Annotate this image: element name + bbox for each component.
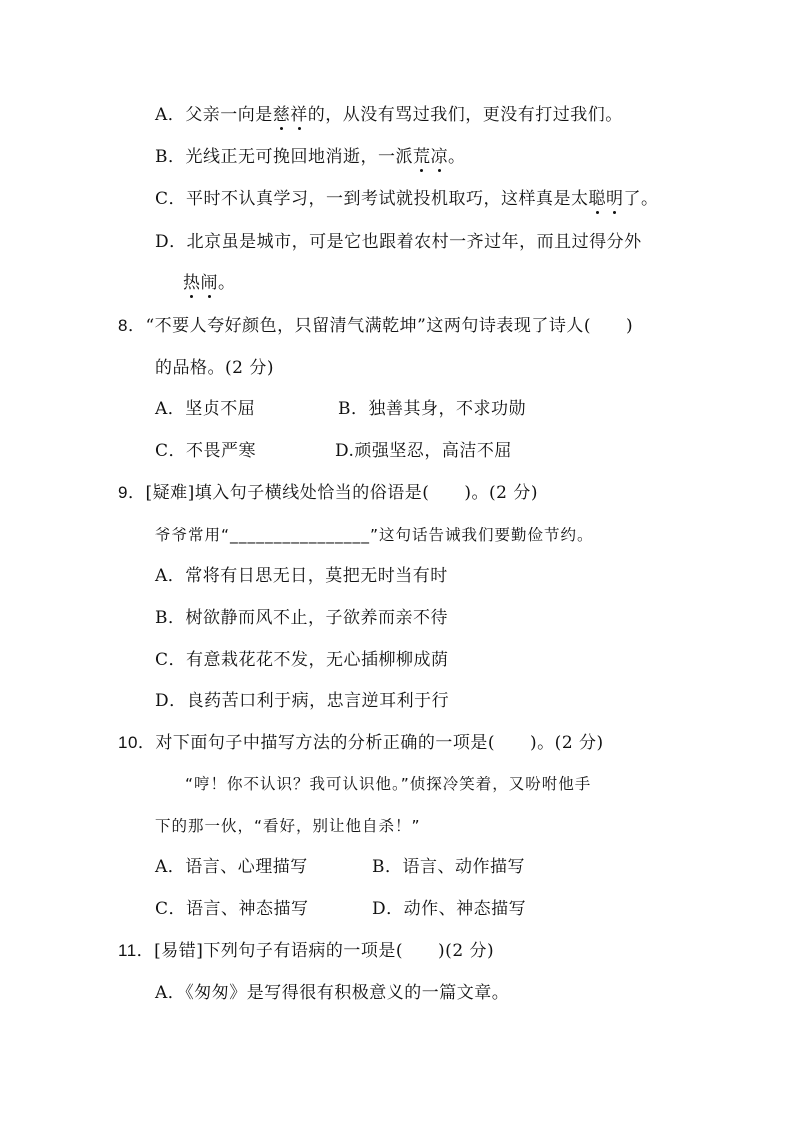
q10-option-d: D．动作、神态描写 xyxy=(372,899,527,919)
q9-option-d: D．良药苦口利于病，忠言逆耳利于行 xyxy=(155,691,450,711)
q8-option-a: A．坚贞不屈 xyxy=(155,399,256,419)
emphasis-dot-char: 明 xyxy=(606,189,624,209)
question-number: 11． xyxy=(118,941,155,960)
q7-option-a: A．父亲一向是慈祥的，从没有骂过我们，更没有打过我们。 xyxy=(155,105,623,125)
q11-stem: 11．[易错]下列句子有语病的一项是( )(2 分) xyxy=(118,941,495,961)
q8-option-b: B．独善其身，不求功勋 xyxy=(338,399,526,419)
q10-stem: 10．对下面句子中描写方法的分析正确的一项是( )。(2 分) xyxy=(118,733,604,753)
question-number: 10． xyxy=(118,733,156,752)
emphasis-dot-char: 荒 xyxy=(413,147,431,167)
q10-option-a: A．语言、心理描写 xyxy=(155,857,308,877)
q9-stem: 9．[疑难]填入句子横线处恰当的俗语是( )。(2 分) xyxy=(118,483,538,503)
q9-option-c: C．有意栽花花不发，无心插柳柳成荫 xyxy=(155,650,449,670)
emphasis-dot-char: 闹 xyxy=(200,273,218,293)
emphasis-dot-char: 聪 xyxy=(588,189,607,209)
emphasis-dot-char: 祥 xyxy=(290,105,308,125)
q8-stem-line1: 8．“不要人夸好颜色，只留清气满乾坤”这两句诗表现了诗人( ) xyxy=(118,316,634,336)
q10-passage-line1: “哼！你不认识？我可认识他。”侦探冷笑着，又吩咐他手 xyxy=(185,775,592,793)
q7-option-d-line2: 热闹。 xyxy=(183,273,236,293)
emphasis-dot-char: 凉 xyxy=(430,147,448,167)
q10-option-b: B．语言、动作描写 xyxy=(372,857,525,877)
q8-option-c: C．不畏严寒 xyxy=(155,441,257,461)
q7-option-c: C．平时不认真学习，一到考试就投机取巧，这样真是太聪明了。 xyxy=(155,189,659,209)
q7-option-b: B．光线正无可挽回地消逝，一派荒凉。 xyxy=(155,147,466,167)
emphasis-dot-char: 慈 xyxy=(272,105,291,125)
q9-option-a: A．常将有日思无日，莫把无时当有时 xyxy=(155,566,448,586)
emphasis-dot-char: 热 xyxy=(183,273,201,293)
q9-option-b: B．树欲静而风不止，子欲养而亲不待 xyxy=(155,608,448,628)
q9-sentence: 爷爷常用“________________”这句话告诫我们要勤俭节约。 xyxy=(155,526,594,544)
q7-option-d-line1: D．北京虽是城市，可是它也跟着农村一齐过年，而且过得分外 xyxy=(155,232,642,252)
question-number: 9． xyxy=(118,483,146,502)
q11-option-a: A．《匆匆》是写得很有积极意义的一篇文章。 xyxy=(155,983,510,1003)
q8-stem-line2: 的品格。(2 分) xyxy=(155,358,274,378)
q10-option-c: C．语言、神态描写 xyxy=(155,899,309,919)
q10-passage-line2: 下的那一伙，“看好，别让他自杀！” xyxy=(155,817,421,835)
question-number: 8． xyxy=(118,316,146,335)
q8-option-d: D.顽强坚忍，高洁不屈 xyxy=(335,441,512,461)
